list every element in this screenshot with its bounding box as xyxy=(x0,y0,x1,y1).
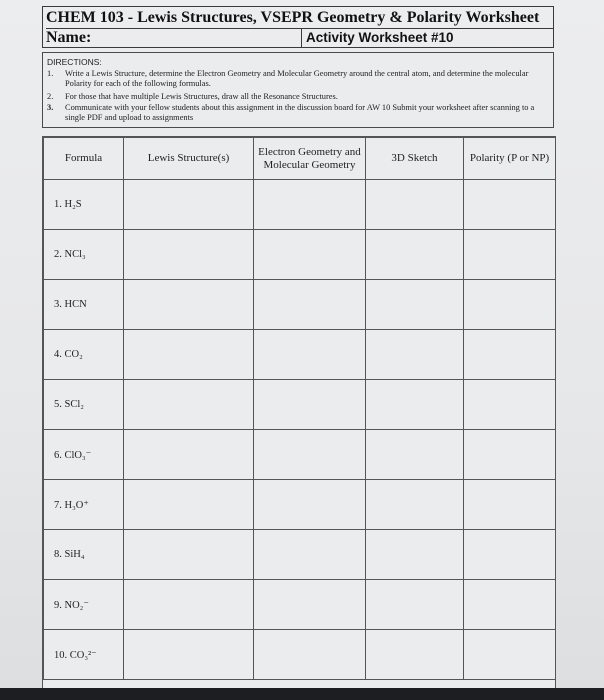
activity-label: Activity Worksheet #10 xyxy=(306,30,454,45)
table-row xyxy=(44,180,556,230)
table-header-row xyxy=(44,138,556,180)
direction-text: For those that have multiple Lewis Structures, draw all the Resonance Structures. xyxy=(65,92,338,101)
polarity-cell[interactable] xyxy=(464,180,556,230)
header-divider xyxy=(301,28,302,48)
table-row xyxy=(44,280,556,330)
polarity-cell[interactable] xyxy=(464,430,556,480)
geometry-cell[interactable] xyxy=(254,380,366,430)
formula-cell: 10. CO₃²⁻ xyxy=(44,630,124,680)
polarity-cell[interactable] xyxy=(464,480,556,530)
direction-item xyxy=(47,92,545,102)
geometry-cell[interactable] xyxy=(254,580,366,630)
lewis-cell[interactable] xyxy=(124,480,254,530)
geometry-cell[interactable] xyxy=(254,280,366,330)
col-header-sketch: 3D Sketch xyxy=(366,138,464,180)
lewis-cell[interactable] xyxy=(124,430,254,480)
polarity-cell[interactable] xyxy=(464,330,556,380)
geometry-cell[interactable] xyxy=(254,480,366,530)
lewis-cell[interactable] xyxy=(124,380,254,430)
polarity-cell[interactable] xyxy=(464,380,556,430)
table-row xyxy=(44,480,556,530)
formula-cell: 9. NO₂⁻ xyxy=(44,580,124,630)
direction-item xyxy=(47,103,545,123)
col-header-polarity: Polarity (P or NP) xyxy=(464,138,556,180)
table-row xyxy=(44,430,556,480)
table-row xyxy=(44,330,556,380)
geometry-cell[interactable] xyxy=(254,530,366,580)
sketch-cell[interactable] xyxy=(366,630,464,680)
header-box xyxy=(42,6,554,48)
direction-number: 1. xyxy=(47,69,54,78)
formula-cell: 4. CO₂ xyxy=(44,330,124,380)
lewis-cell[interactable] xyxy=(124,180,254,230)
table-row xyxy=(44,380,556,430)
direction-text: Write a Lewis Structure, determine the Electron Geometry and Molecular Geometry around the central atom, and determine the molecular Polarity for each of the following formulas. xyxy=(65,69,529,88)
lewis-cell[interactable] xyxy=(124,280,254,330)
page-title: CHEM 103 - Lewis Structures, VSEPR Geometry & Polarity Worksheet xyxy=(46,7,553,29)
lewis-cell[interactable] xyxy=(124,330,254,380)
geometry-cell[interactable] xyxy=(254,230,366,280)
formula-cell: 5. SCl₂ xyxy=(44,380,124,430)
polarity-cell[interactable] xyxy=(464,630,556,680)
geometry-cell[interactable] xyxy=(254,630,366,680)
table-row xyxy=(44,630,556,680)
sketch-cell[interactable] xyxy=(366,480,464,530)
directions-box xyxy=(42,52,554,128)
formula-cell: 7. H₃O⁺ xyxy=(44,480,124,530)
formula-cell: 6. ClO₃⁻ xyxy=(44,430,124,480)
polarity-cell[interactable] xyxy=(464,580,556,630)
table-row xyxy=(44,530,556,580)
photo-bottom-edge xyxy=(0,688,604,700)
direction-item xyxy=(47,69,545,89)
sketch-cell[interactable] xyxy=(366,430,464,480)
col-header-geometry: Electron Geometry and Molecular Geometry xyxy=(254,138,366,180)
directions-heading: DIRECTIONS: xyxy=(47,57,102,67)
sketch-cell[interactable] xyxy=(366,230,464,280)
col-header-formula: Formula xyxy=(44,138,124,180)
lewis-cell[interactable] xyxy=(124,580,254,630)
table-row xyxy=(44,580,556,630)
col-header-lewis: Lewis Structure(s) xyxy=(124,138,254,180)
geometry-cell[interactable] xyxy=(254,330,366,380)
direction-number: 2. xyxy=(47,92,54,101)
lewis-cell[interactable] xyxy=(124,230,254,280)
sketch-cell[interactable] xyxy=(366,380,464,430)
sketch-cell[interactable] xyxy=(366,180,464,230)
sketch-cell[interactable] xyxy=(366,580,464,630)
formula-cell: 1. H₂S xyxy=(44,180,124,230)
sketch-cell[interactable] xyxy=(366,330,464,380)
sketch-cell[interactable] xyxy=(366,280,464,330)
name-label: Name: xyxy=(46,29,92,46)
direction-text: Communicate with your fellow students about this assignment in the discussion board for AW 10 Submit your worksheet after scanning to a single PDF and upload to assignments xyxy=(65,103,535,122)
sketch-cell[interactable] xyxy=(366,530,464,580)
direction-number: 3. xyxy=(47,103,54,112)
geometry-cell[interactable] xyxy=(254,430,366,480)
formula-cell: 2. NCl₃ xyxy=(44,230,124,280)
lewis-cell[interactable] xyxy=(124,530,254,580)
formula-cell: 3. HCN xyxy=(44,280,124,330)
polarity-cell[interactable] xyxy=(464,230,556,280)
geometry-cell[interactable] xyxy=(254,180,366,230)
formula-cell: 8. SiH₄ xyxy=(44,530,124,580)
polarity-cell[interactable] xyxy=(464,530,556,580)
worksheet-table xyxy=(42,136,556,696)
polarity-cell[interactable] xyxy=(464,280,556,330)
table-row xyxy=(44,230,556,280)
lewis-cell[interactable] xyxy=(124,630,254,680)
